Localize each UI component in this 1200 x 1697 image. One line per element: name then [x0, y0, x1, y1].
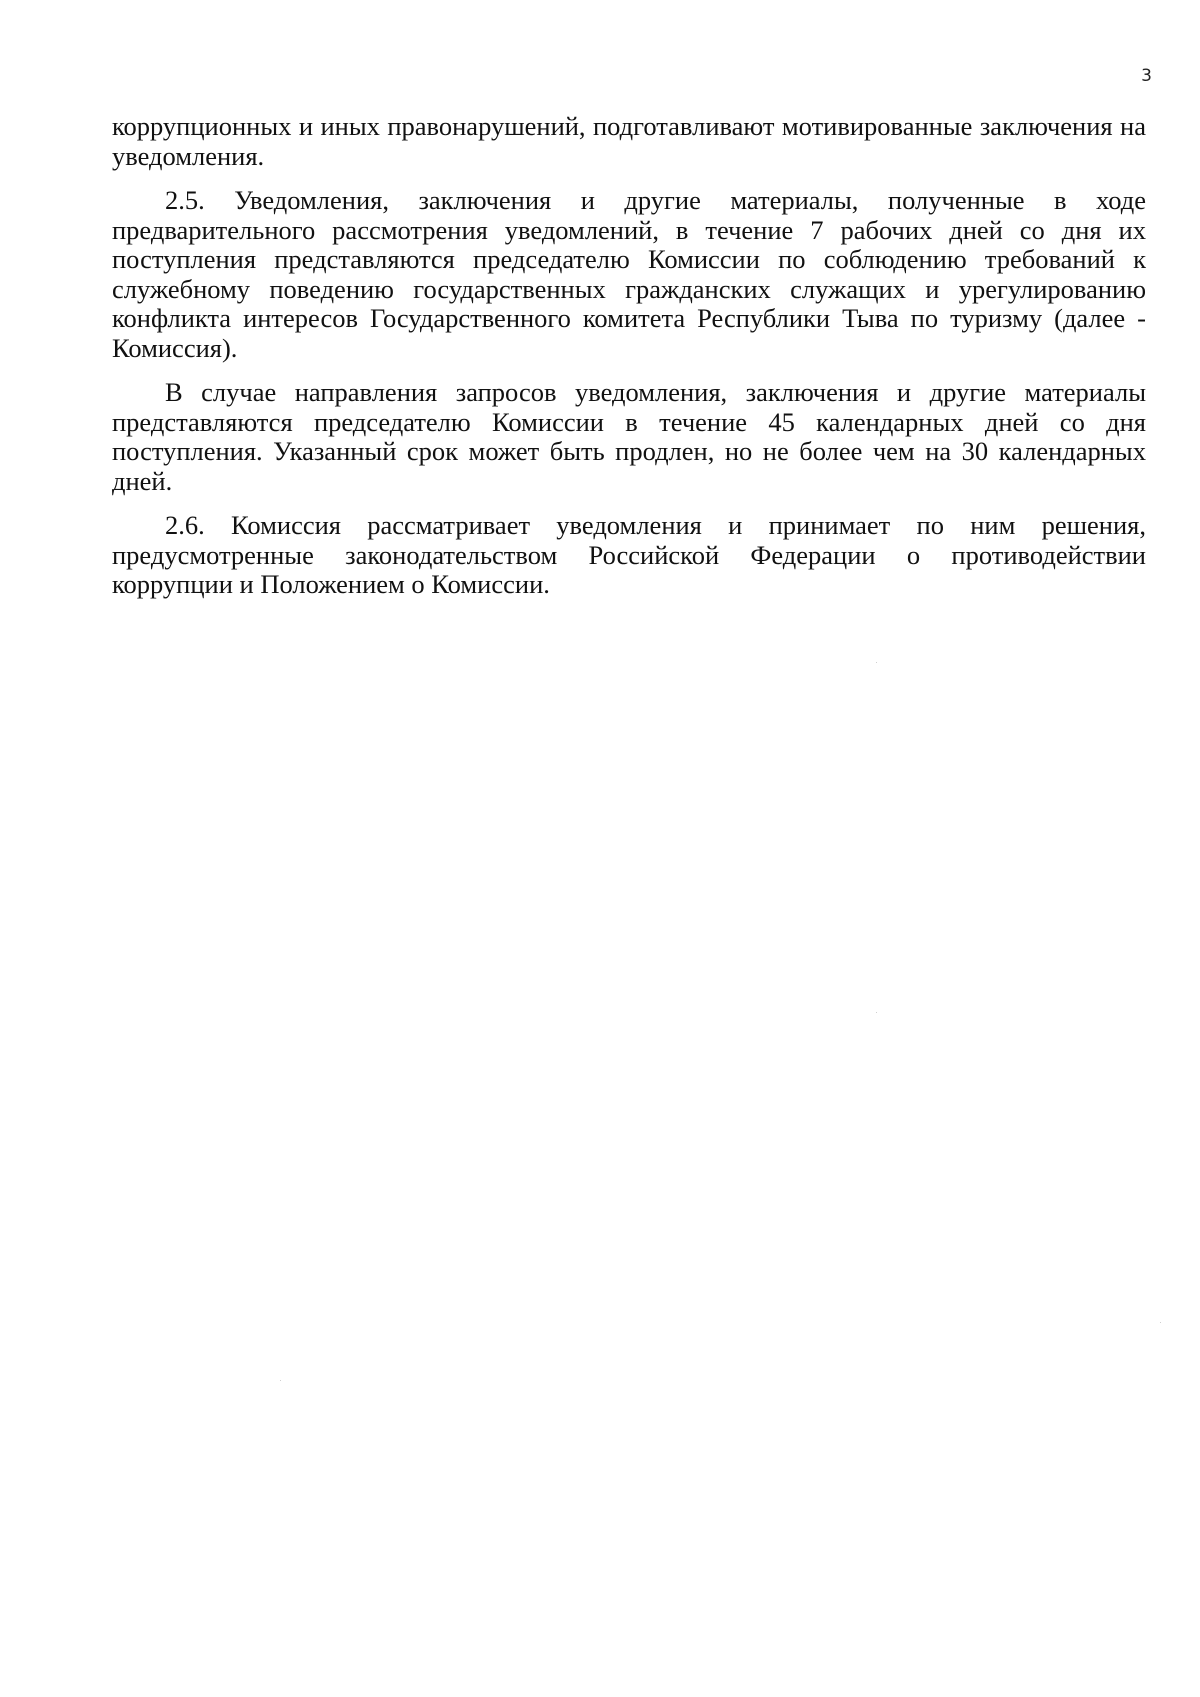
scan-speck [876, 1012, 877, 1013]
paragraph-2-5: 2.5. Уведомления, заключения и другие материалы, полученные в ходе предварительного рассмотрения уведомлений, в течение 7 рабочих дней со дня их поступления представляются председателю Комиссии по соблюдению требований к служебному поведению государственных гражданских служащих и урегулированию конфликта интересов Государственного комитета Республики Тыва по туризму (далее - Комиссия). [112, 185, 1146, 363]
scan-speck [876, 662, 877, 663]
paragraph-continuation: коррупционных и иных правонарушений, подготавливают мотивированные заключения на уведомления. [112, 111, 1146, 171]
scan-speck [280, 1380, 281, 1381]
page-number: 3 [1141, 66, 1152, 86]
paragraph-requests: В случае направления запросов уведомления, заключения и другие материалы представляются председателю Комиссии в течение 45 календарных дней со дня поступления. Указанный срок может быть продлен, но не более чем на 30 календарных дней. [112, 377, 1146, 496]
document-body [112, 112, 1146, 600]
paragraph-2-6: 2.6. Комиссия рассматривает уведомления и принимает по ним решения, предусмотренные законодательством Российской Федерации о противодействии коррупции и Положением о Комиссии. [112, 510, 1146, 599]
scan-speck [1160, 1322, 1161, 1323]
